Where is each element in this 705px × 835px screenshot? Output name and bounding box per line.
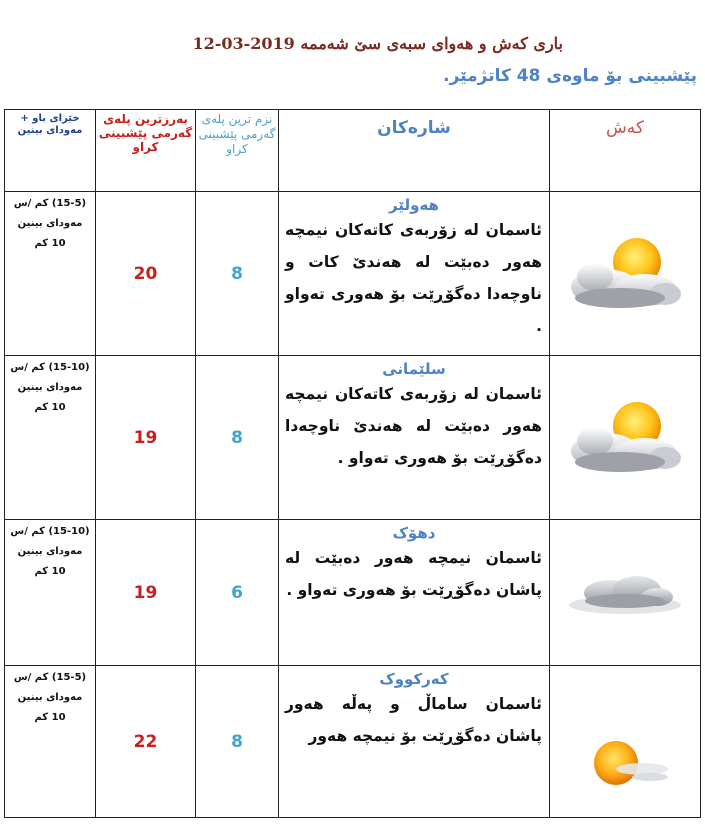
city-cell xyxy=(279,520,550,666)
city-name: سلێمانی xyxy=(382,360,446,378)
visibility-value: 10 کم xyxy=(34,566,66,577)
header-min-temp: نزم ترین پلەی گەرمی پێشبینی کراو xyxy=(196,110,279,192)
wind-speed: (15-5) کم /س xyxy=(13,198,87,209)
wind-visibility-cell xyxy=(5,666,96,818)
city-cell xyxy=(279,666,550,818)
wind-visibility-cell xyxy=(5,356,96,520)
table-header-row xyxy=(5,110,701,192)
wind-visibility-cell xyxy=(5,192,96,356)
city-name: هەولێر xyxy=(389,196,439,214)
city-name: کەرکووک xyxy=(379,670,449,688)
visibility-label: مەودای بینین xyxy=(17,546,83,557)
header-cities: شارەکان xyxy=(279,110,550,192)
max-temp: 20 xyxy=(96,192,196,356)
min-temp: 6 xyxy=(196,520,279,666)
min-temp: 8 xyxy=(196,192,279,356)
visibility-value: 10 کم xyxy=(34,238,66,249)
partly-cloudy-icon xyxy=(550,232,700,316)
city-cell xyxy=(279,192,550,356)
table-row xyxy=(5,520,701,666)
wind-speed: (15-10) کم /س xyxy=(10,362,90,373)
min-temp: 8 xyxy=(196,356,279,520)
partly-cloudy-icon xyxy=(550,396,700,480)
city-cell xyxy=(279,356,550,520)
table-row xyxy=(5,666,701,818)
page-subtitle: پێشبینی بۆ ماوەی 48 کاتژمێر. xyxy=(443,66,697,86)
weather-icon-cell xyxy=(550,666,701,818)
weather-description: ئاسمان ساماڵ و پەڵە هەور پاشان دەگۆڕێت بۆ نیمچە هەور xyxy=(285,695,542,745)
weather-description: ئاسمان لە زۆربەی کاتەکان نیمچە هەور دەبێت لە هەندێ کات و ناوچەدا دەگۆڕێت بۆ هەوری تەواو . xyxy=(285,221,542,335)
header-wind: خێرای باو + مەودای بینین xyxy=(5,110,96,192)
wind-visibility-cell xyxy=(5,520,96,666)
table-row xyxy=(5,356,701,520)
weather-description: ئاسمان لە زۆربەی کاتەکان نیمچە هەور دەبێت لە هەندێ ناوچەدا دەگۆڕێت بۆ هەوری تەواو . xyxy=(285,385,542,467)
visibility-label: مەودای بینین xyxy=(17,692,83,703)
max-temp: 19 xyxy=(96,520,196,666)
max-temp: 19 xyxy=(96,356,196,520)
min-temp: 8 xyxy=(196,666,279,818)
weather-icon-cell xyxy=(550,192,701,356)
sunny-haze-icon xyxy=(550,733,700,793)
weather-description: ئاسمان نیمچە هەور دەبێت لە پاشان دەگۆڕێت بۆ هەوری تەواو . xyxy=(285,549,542,599)
cloudy-icon xyxy=(550,563,700,623)
weather-icon-cell xyxy=(550,356,701,520)
page-title: باری کەش و هەوای سبەی سێ شەممە 2019-03-12 xyxy=(192,34,563,53)
visibility-value: 10 کم xyxy=(34,402,66,413)
visibility-label: مەودای بینین xyxy=(17,382,83,393)
weather-icon-cell xyxy=(550,520,701,666)
wind-speed: (15-5) کم /س xyxy=(13,672,87,683)
wind-speed: (15-10) کم /س xyxy=(10,526,90,537)
header-weather: کەش xyxy=(550,110,701,192)
header-max-temp: بەرزترین پلەی گەرمی پێشبینی کراو xyxy=(96,110,196,192)
visibility-value: 10 کم xyxy=(34,712,66,723)
table-row xyxy=(5,192,701,356)
city-name: دهۆک xyxy=(392,524,436,542)
max-temp: 22 xyxy=(96,666,196,818)
forecast-table xyxy=(4,109,701,818)
visibility-label: مەودای بینین xyxy=(17,218,83,229)
